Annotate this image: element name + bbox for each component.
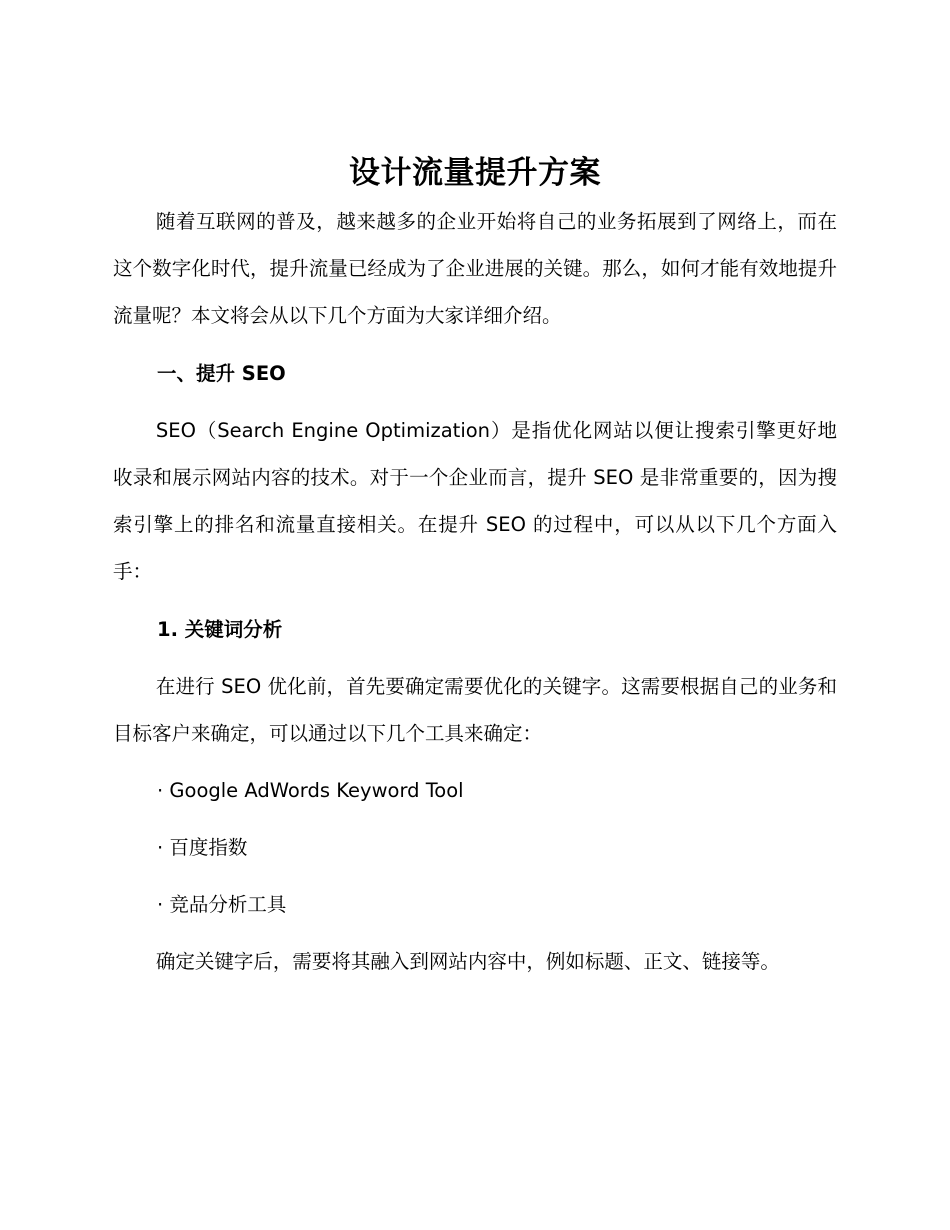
spacer bbox=[113, 871, 837, 881]
spacer bbox=[113, 595, 837, 606]
list-item-tool: · Google AdWords Keyword Tool bbox=[157, 779, 464, 802]
spacer bbox=[113, 397, 837, 407]
spacer bbox=[113, 814, 837, 824]
subsection-heading-keyword-analysis: 1. 关键词分析 bbox=[157, 618, 283, 641]
list-item-tool: · 竞品分析工具 bbox=[157, 893, 287, 916]
keyword-paragraph: 在进行 SEO 优化前，首先要确定需要优化的关键字。这需要根据自己的业务和目标客户来确定，可以通过以下几个工具来确定： bbox=[113, 675, 837, 745]
document-title: 设计流量提升方案 bbox=[349, 155, 601, 191]
spacer bbox=[113, 928, 837, 938]
seo-paragraph: SEO（Search Engine Optimization）是指优化网站以便让搜索引擎更好地收录和展示网站内容的技术。对于一个企业而言，提升 SEO 是非常重要的，因为搜索引擎上的排名和流量直接相关。在提升 SEO 的过程中，可以从以下几个方面入手： bbox=[113, 419, 837, 583]
list-item-tool: · 百度指数 bbox=[157, 836, 248, 859]
intro-paragraph: 随着互联网的普及，越来越多的企业开始将自己的业务拓展到了网络上，而在这个数字化时代，提升流量已经成为了企业进展的关键。那么，如何才能有效地提升流量呢？本文将会从以下几个方面为大家详细介绍。 bbox=[113, 210, 837, 327]
spacer bbox=[113, 339, 837, 350]
section-heading-seo: 一、提升 SEO bbox=[157, 362, 286, 385]
closing-paragraph: 确定关键字后，需要将其融入到网站内容中，例如标题、正文、链接等。 bbox=[155, 950, 780, 973]
spacer bbox=[113, 653, 837, 663]
document-content bbox=[113, 148, 837, 985]
spacer bbox=[113, 757, 837, 767]
